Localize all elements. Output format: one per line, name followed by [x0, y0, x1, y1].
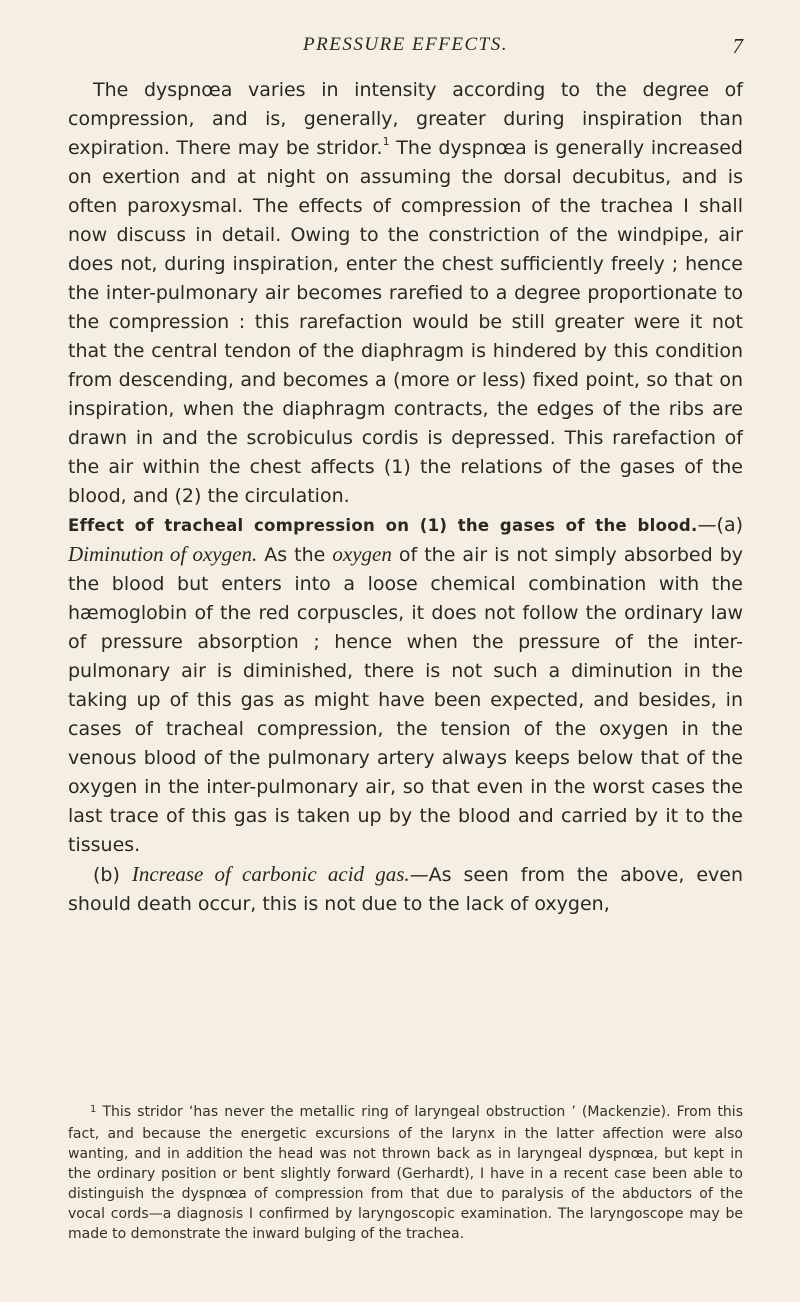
footnote-mark: 1	[90, 1104, 97, 1115]
footnote-text: This stridor ‘has never the metallic ring of laryngeal obstruction ’ (Mackenzie). From this fact, and because the energetic excursions of the larynx in the latter affection were also wanting, and in addition the head was not thrown back as in laryngeal dyspnœa, but kept in the ordinary position or bent slightly forward (Gerhardt), I have in a recent case been able to distinguish the dyspnœa of compression from that due to paralysis of the abductors of the vocal cords—a diagnosis I confirmed by laryngoscopic examination. The laryngoscope may be made to demonstrate the inward bulging of the trachea.	[68, 1104, 743, 1242]
paragraph-dyspnoea	[68, 76, 743, 511]
paragraph-2-text-a: As the	[257, 544, 333, 566]
paragraph-2-text-b: of the air is not simply absorbed by the blood but enters into a loose chemical combination with the hæmoglobin of the red corpuscles, it does not follow the ordinary law of pressure absorption ; hence when the pressure of the inter-pulmonary air is diminished, there is not such a diminution in the taking up of this gas as might have been expected, and besides, in cases of tracheal compression, the tension of the oxygen in the venous blood of the pulmonary artery always keeps below that of the oxygen in the inter-pulmonary air, so that even in the worst cases the last trace of this gas is taken up by the blood and carried by it to the tissues.	[68, 544, 744, 856]
paragraph-3-text: —As seen from the above, even should death occur, this is not due to the lack of oxygen,	[68, 864, 743, 915]
section-heading-gases: Effect of tracheal compression on (1) the gases of the blood.	[68, 516, 698, 535]
paragraph-gases-of-blood	[68, 511, 743, 860]
paragraph-carbonic-acid	[68, 860, 743, 919]
running-title: PRESSURE EFFECTS.	[303, 34, 508, 55]
label-a: —(a)	[697, 514, 743, 536]
label-b: (b)	[93, 864, 132, 886]
italic-term-oxygen: oxygen	[332, 542, 392, 566]
footnote-paragraph	[68, 1102, 743, 1244]
subheading-diminution-of-oxygen: Diminution of oxygen.	[68, 542, 258, 566]
running-head	[68, 34, 743, 64]
footnote-reference: 1	[382, 134, 390, 148]
page-number: 7	[732, 34, 743, 58]
subheading-carbonic-acid-gas: Increase of carbonic acid gas.	[131, 862, 410, 886]
paragraph-1-text-a: The dyspnœa varies in intensity according to the degree of compression, and is, generally, greater during inspiration than expiration. There may be stridor.	[68, 79, 743, 159]
footnote	[68, 1102, 743, 1244]
body-text	[68, 76, 743, 919]
paragraph-1-text-b: The dyspnœa is generally increased on exertion and at night on assuming the dorsal decubitus, and is often paroxysmal. The effects of compression of the trachea I shall now discuss in detail. Owing to the constriction of the windpipe, air does not, during inspiration, enter the chest sufficiently freely ; hence the inter-pulmonary air becomes rarefied to a degree proportionate to the compression : this rarefaction would be still greater were it not that the central tendon of the diaphragm is hindered by this condition from descending, and becomes a (more or less) fixed point, so that on inspiration, when the diaphragm contracts, the edges of the ribs are drawn in and the scrobiculus cordis is depressed. This rarefaction of the air within the chest affects (1) the relations of the gases of the blood, and (2) the circulation.	[68, 137, 743, 507]
